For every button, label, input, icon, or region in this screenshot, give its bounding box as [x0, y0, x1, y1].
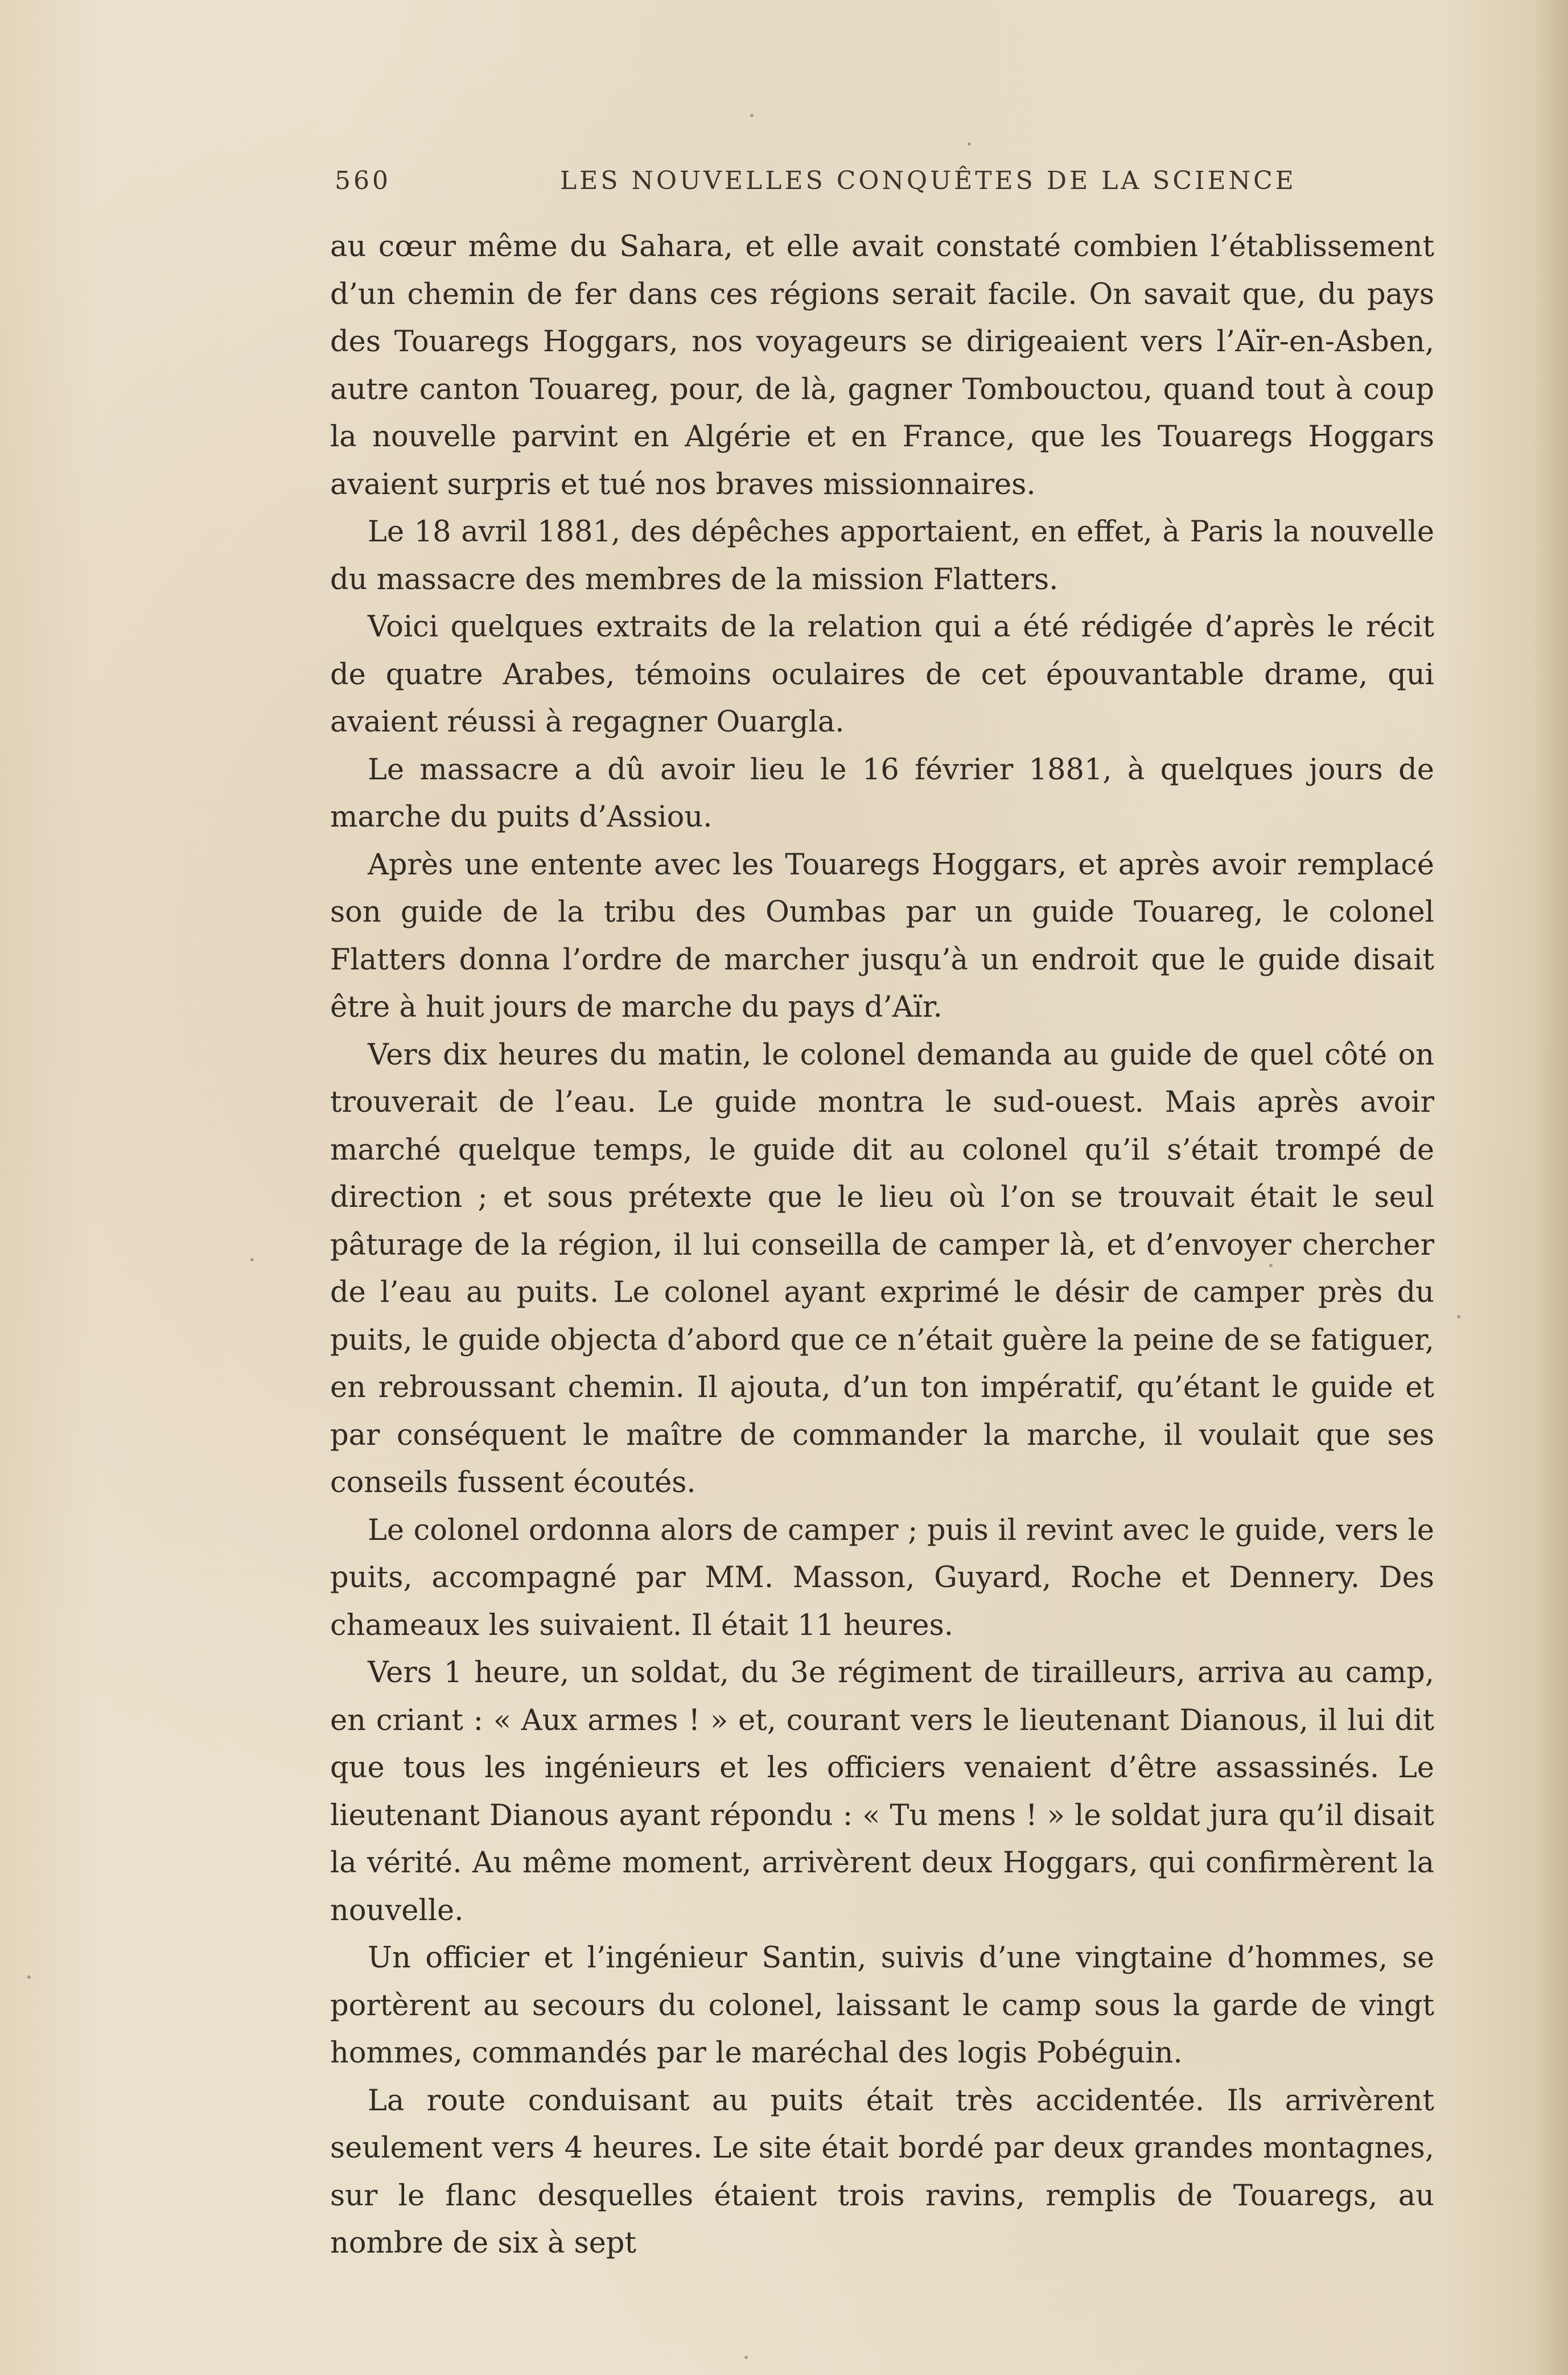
running-title: LES NOUVELLES CONQUÊTES DE LA SCIENCE — [560, 166, 1297, 195]
page-edge-shadow — [1534, 0, 1568, 2375]
paper-speck — [250, 1258, 254, 1262]
paragraph-1: au cœur même du Sahara, et elle avait constaté combien l’établissement d’un chemin de fer dans ces régions serait facile. On savait que, du pays des Touaregs Hoggars, nos voyageurs se dirigeaient vers l’Aïr-en-Asben, autre canton Touareg, pour, de là, gagner Tombouctou, quand tout à coup la nouvelle parvint en Algérie et en France, que les Touaregs Hoggars avaient surpris et tué nos braves missionnaires. — [330, 230, 1434, 502]
paper-speck — [750, 114, 754, 117]
paragraph-7: Le colonel ordonna alors de camper ; puis il revint avec le guide, vers le puits, accompagné par MM. Masson, Guyard, Roche et Dennery. Des chameaux les suivaient. Il était 11 heures. — [330, 1513, 1434, 1642]
paragraph-6: Vers dix heures du matin, le colonel demanda au guide de quel côté on trouverait de l’eau. Le guide montra le sud-ouest. Mais après avoir marché quelque temps, le guide dit au colonel qu’il s’était trompé de direction ; et sous prétexte que le lieu où l’on se trouvait était le seul pâturage de la région, il lui conseilla de camper là, et d’envoyer chercher de l’eau au puits. Le colonel ayant exprimé le désir de camper près du puits, le guide objecta d’abord que ce n’était guère la peine de se fatiguer, en rebroussant chemin. Il ajouta, d’un ton impératif, qu’étant le guide et par conséquent le maître de commander la marche, il voulait que ses conseils fussent écoutés. — [330, 1038, 1434, 1499]
paragraph-2: Le 18 avril 1881, des dépêches apportaient, en effet, à Paris la nouvelle du massacre des membres de la mission Flatters. — [330, 515, 1434, 597]
paper-speck — [968, 142, 971, 146]
paragraph-3: Voici quelques extraits de la relation qui a été rédigée d’après le récit de quatre Arabes, témoins oculaires de cet épouvantable drame, qui avaient réussi à regagner Ouargla. — [330, 610, 1434, 739]
paper-speck — [1269, 1264, 1273, 1267]
paragraph-5: Après une entente avec les Touaregs Hoggars, et après avoir remplacé son guide de la tribu des Oumbas par un guide Touareg, le colonel Flatters donna l’ordre de marcher jusqu’à un endroit que le guide disait être à huit jours de marche du pays d’Aïr. — [330, 848, 1434, 1024]
paper-speck — [27, 1975, 31, 1979]
paragraph-8: Vers 1 heure, un soldat, du 3e régiment de tirailleurs, arriva au camp, en criant : « Aux armes ! » et, courant vers le lieutenant Dianous, il lui dit que tous les ingénieurs et les officiers venaient d’être assassinés. Le lieutenant Dianous ayant répondu : « Tu mens ! » le soldat jura qu’il disait la vérité. Au même moment, arrivèrent deux Hoggars, qui confirmèrent la nouvelle. — [330, 1656, 1434, 1928]
body-text — [330, 223, 1434, 2267]
paper-speck — [1457, 1315, 1460, 1318]
paragraph-4: Le massacre a dû avoir lieu le 16 février 1881, à quelques jours de marche du puits d’Assiou. — [330, 753, 1434, 834]
paragraph-10: La route conduisant au puits était très accidentée. Ils arrivèrent seulement vers 4 heures. Le site était bordé par deux grandes montagnes, sur le flanc desquelles étaient trois ravins, remplis de Touaregs, au nombre de six à sept — [330, 2084, 1434, 2260]
running-header — [335, 164, 1297, 204]
page-number: 560 — [335, 166, 391, 195]
paragraph-9: Un officier et l’ingénieur Santin, suivis d’une vingtaine d’hommes, se portèrent au secours du colonel, laissant le camp sous la garde de vingt hommes, commandés par le maréchal des logis Pobéguin. — [330, 1941, 1434, 2070]
paper-speck — [744, 2356, 748, 2359]
